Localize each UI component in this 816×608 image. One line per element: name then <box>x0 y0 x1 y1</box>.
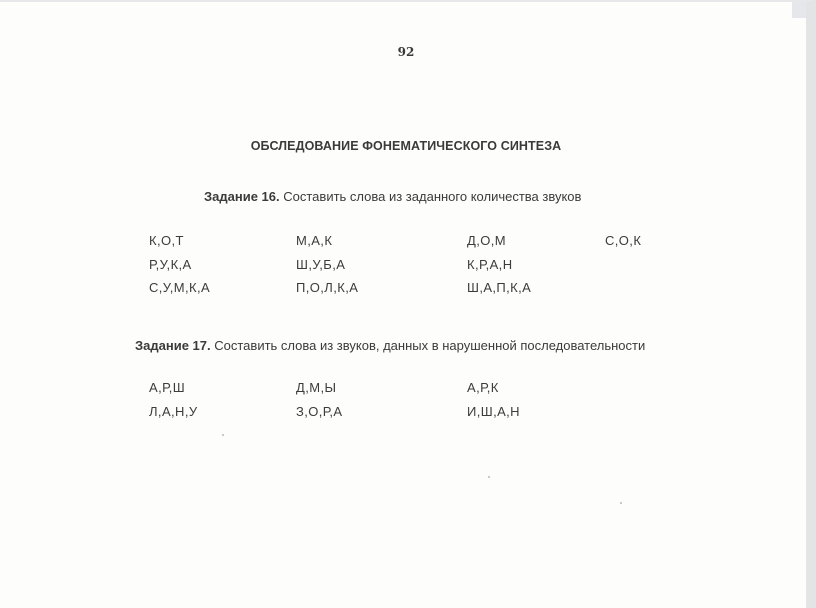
task17-word-cell: А,Р,Ш <box>149 380 186 395</box>
scan-speck <box>222 434 224 436</box>
task17-word-cell: Д,М,Ы <box>296 380 337 395</box>
task17-word-cell: И,Ш,А,Н <box>467 404 520 419</box>
page-number: 92 <box>397 45 415 59</box>
task16-word-cell: С,У,М,К,А <box>149 280 211 295</box>
task17-word-cell: А,Р,К <box>467 380 499 395</box>
task16-word-cell: Ш,А,П,К,А <box>467 280 532 295</box>
scan-speck <box>488 476 490 478</box>
task16-word-cell: П,О,Л,К,А <box>296 280 359 295</box>
task17-instruction: Составить слова из звуков, данных в нарушенной последовательности <box>214 338 646 353</box>
task16-word-cell: Д,О,М <box>467 233 506 248</box>
scan-speck <box>620 502 622 504</box>
task16-word-cell: Ш,У,Б,А <box>296 257 346 272</box>
task16-word-cell: К,О,Т <box>149 233 184 248</box>
section-title: ОБСЛЕДОВАНИЕ ФОНЕМАТИЧЕСКОГО СИНТЕЗА <box>250 139 562 153</box>
task17-word-cell: Л,А,Н,У <box>149 404 198 419</box>
task17-heading <box>135 338 645 353</box>
task16-label: Задание 16. <box>204 189 280 204</box>
task16-word-cell: С,О,К <box>605 233 642 248</box>
task16-word-cell: М,А,К <box>296 233 333 248</box>
task16-word-cell: К,Р,А,Н <box>467 257 513 272</box>
task16-heading <box>204 189 581 204</box>
task17-label: Задание 17. <box>135 338 211 353</box>
task16-instruction: Составить слова из заданного количества звуков <box>283 189 582 204</box>
task17-word-cell: З,О,Р,А <box>296 404 343 419</box>
task16-word-cell: Р,У,К,А <box>149 257 192 272</box>
